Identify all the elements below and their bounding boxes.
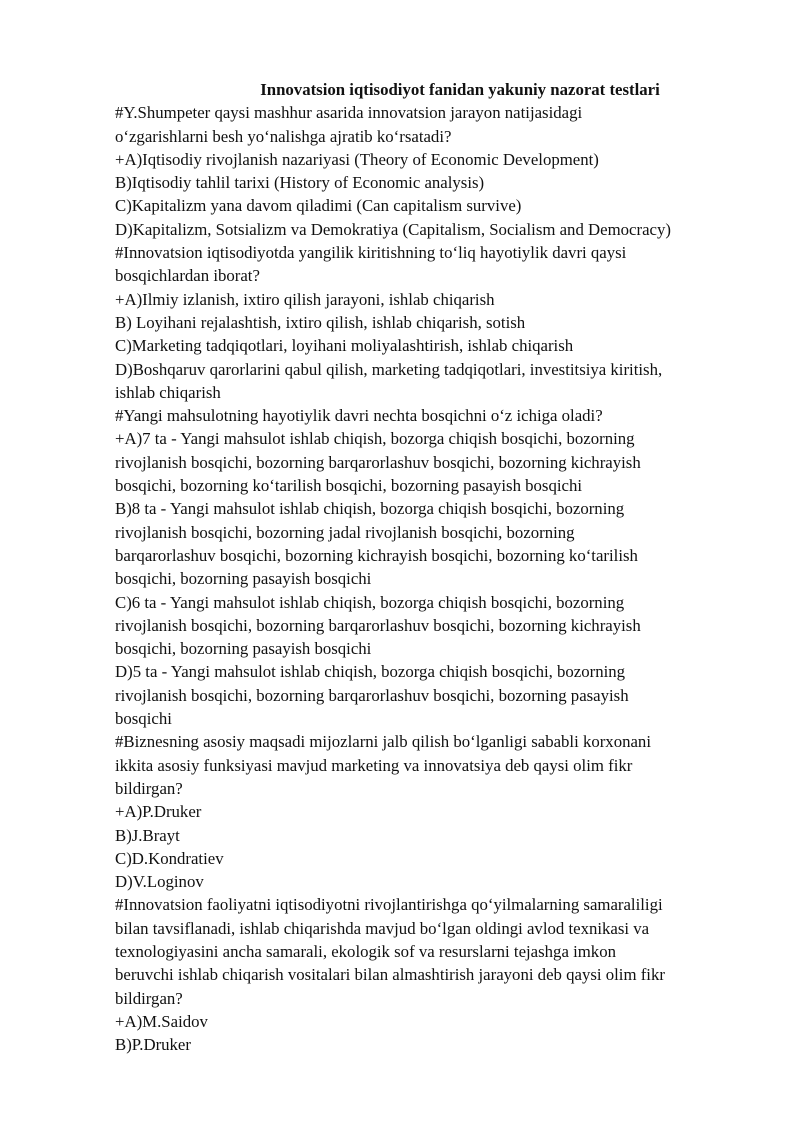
- text-line: #Yangi mahsulotning hayotiylik davri nechta bosqichni o‘z ichiga oladi?: [115, 406, 603, 426]
- text-line: bildirgan?: [115, 778, 183, 798]
- text-line: rivojlanish bosqichi, bozorning barqarorlashuv bosqichi, bozorning kichrayish: [115, 452, 641, 472]
- text-line: bosqichi, bozorning pasayish bosqichi: [115, 569, 372, 589]
- text-line: B)J.Brayt: [115, 825, 180, 845]
- text-line: #Innovatsion iqtisodiyotda yangilik kiritishning to‘liq hayotiylik davri qaysi: [115, 243, 627, 263]
- text-line: +A)Iqtisodiy rivojlanish nazariyasi (Theory of Economic Development): [115, 149, 599, 169]
- document-title: Innovatsion iqtisodiyot fanidan yakuniy nazorat testlari: [260, 80, 660, 99]
- text-line: bilan tavsiflanadi, ishlab chiqarishda mavjud bo‘lgan oldingi avlod texnikasi va: [115, 918, 650, 938]
- text-line: B)Iqtisodiy tahlil tarixi (History of Economic analysis): [115, 173, 485, 193]
- text-line: D)Boshqaruv qarorlarini qabul qilish, marketing tadqiqotlari, investitsiya kiritish,: [115, 359, 663, 379]
- text-line: bosqichi, bozorning ko‘tarilish bosqichi, bozorning pasayish bosqichi: [115, 476, 583, 496]
- text-line: #Biznesning asosiy maqsadi mijozlarni jalb qilish bo‘lganligi sababli korxonani: [115, 732, 651, 752]
- text-line: rivojlanish bosqichi, bozorning jadal rivojlanish bosqichi, bozorning: [115, 522, 575, 542]
- text-line: B)P.Druker: [115, 1035, 191, 1055]
- text-line: D)V.Loginov: [115, 872, 204, 892]
- text-line: #Y.Shumpeter qaysi mashhur asarida innovatsion jarayon natijasidagi: [115, 103, 583, 123]
- text-line: texnologiyasini ancha samarali, ekologik sof va resurslarni tejashga imkon: [115, 941, 616, 961]
- test-questions-body: [115, 101, 745, 1056]
- text-line: ishlab chiqarish: [115, 382, 221, 402]
- text-line: o‘zgarishlarni besh yo‘nalishga ajratib ko‘rsatadi?: [115, 126, 452, 146]
- text-line: C)D.Kondratiev: [115, 848, 224, 868]
- text-line: C)6 ta - Yangi mahsulot ishlab chiqish, bozorga chiqish bosqichi, bozorning: [115, 592, 625, 612]
- text-line: rivojlanish bosqichi, bozorning barqarorlashuv bosqichi, bozorning pasayish: [115, 685, 629, 705]
- text-line: C)Kapitalizm yana davom qiladimi (Can capitalism survive): [115, 196, 522, 216]
- text-line: ikkita asosiy funksiyasi mavjud marketing va innovatsiya deb qaysi olim fikr: [115, 755, 633, 775]
- text-line: bosqichi, bozorning pasayish bosqichi: [115, 639, 372, 659]
- text-line: B) Loyihani rejalashtish, ixtiro qilish, ishlab chiqarish, sotish: [115, 312, 526, 332]
- document-page: [115, 78, 745, 1056]
- text-line: bosqichi: [115, 709, 172, 729]
- text-line: B)8 ta - Yangi mahsulot ishlab chiqish, bozorga chiqish bosqichi, bozorning: [115, 499, 625, 519]
- text-line: D)Kapitalizm, Sotsializm va Demokratiya (Capitalism, Socialism and Democracy): [115, 219, 671, 239]
- text-line: C)Marketing tadqiqotlari, loyihani moliyalashtirish, ishlab chiqarish: [115, 336, 574, 356]
- text-line: bildirgan?: [115, 988, 183, 1008]
- text-line: +A)Ilmiy izlanish, ixtiro qilish jarayoni, ishlab chiqarish: [115, 289, 495, 309]
- text-line: +A)M.Saidov: [115, 1011, 208, 1031]
- text-line: +A)P.Druker: [115, 802, 202, 822]
- text-line: barqarorlashuv bosqichi, bozorning kichrayish bosqichi, bozorning ko‘tarilish: [115, 545, 638, 565]
- text-line: rivojlanish bosqichi, bozorning barqarorlashuv bosqichi, bozorning kichrayish: [115, 615, 641, 635]
- text-line: #Innovatsion faoliyatni iqtisodiyotni rivojlantirishga qo‘yilmalarning samaraliligi: [115, 895, 663, 915]
- text-line: +A)7 ta - Yangi mahsulot ishlab chiqish, bozorga chiqish bosqichi, bozorning: [115, 429, 635, 449]
- text-line: bosqichlardan iborat?: [115, 266, 260, 286]
- text-line: beruvchi ishlab chiqarish vositalari bilan almashtirish jarayoni deb qaysi olim fikr: [115, 965, 665, 985]
- text-line: D)5 ta - Yangi mahsulot ishlab chiqish, bozorga chiqish bosqichi, bozorning: [115, 662, 626, 682]
